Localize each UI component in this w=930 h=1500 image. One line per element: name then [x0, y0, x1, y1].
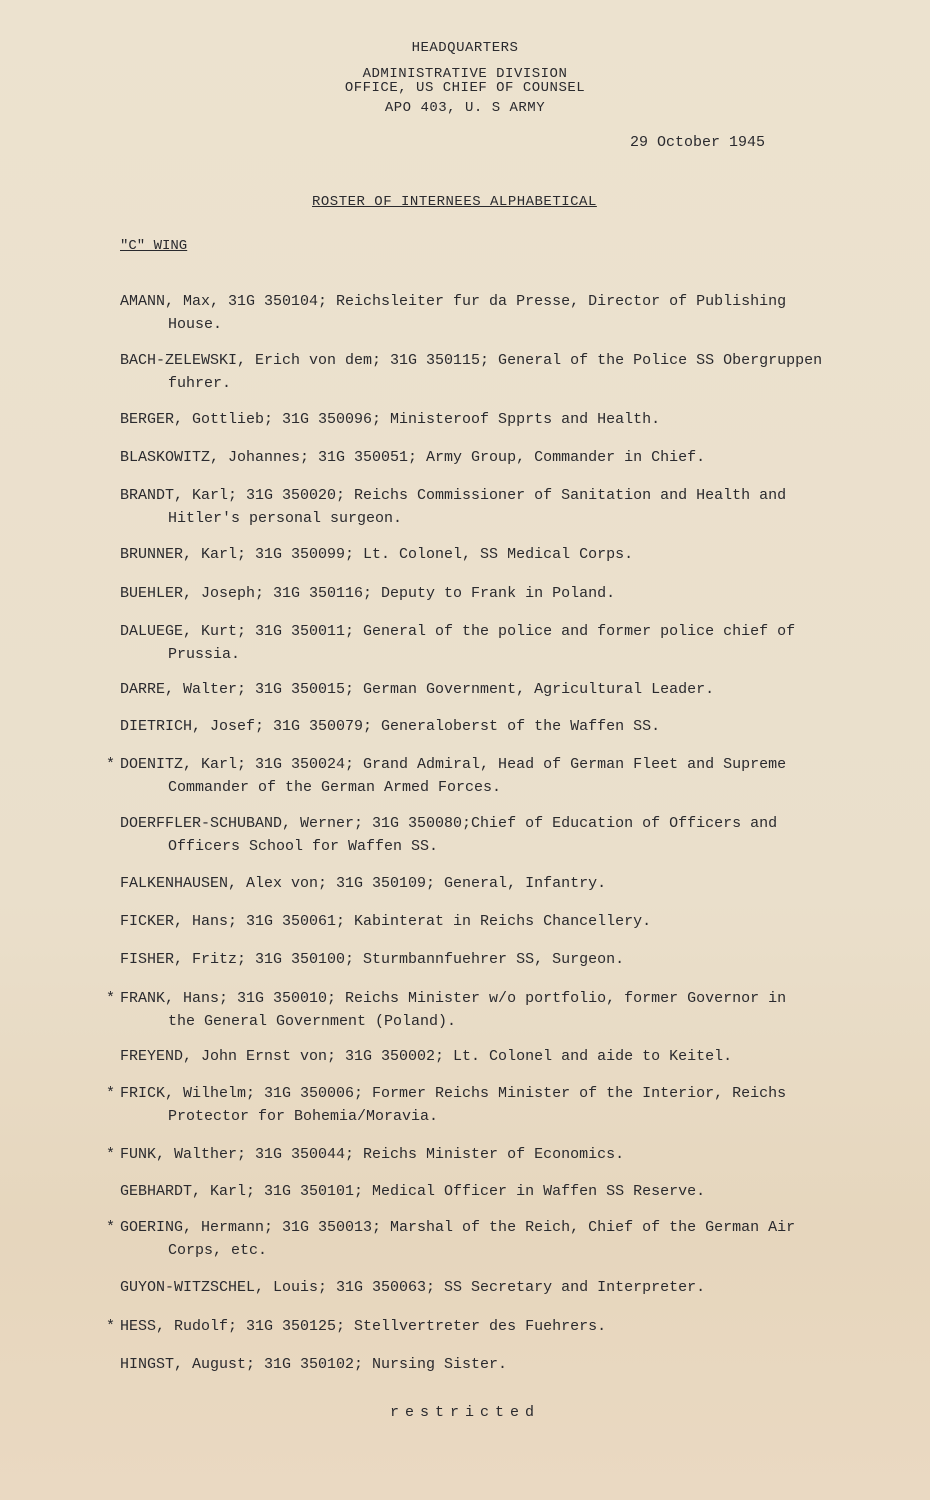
entry-line-1: GOERING, Hermann; 31G 350013; Marshal of the Reich, Chief of the German Air	[120, 1219, 796, 1236]
star-mark: *	[106, 1318, 116, 1335]
entry-line-1: BLASKOWITZ, Johannes; 31G 350051; Army Group, Commander in Chief.	[120, 449, 706, 466]
entry-line-2: fuhrer.	[168, 375, 232, 392]
roster-entry	[120, 408, 850, 431]
roster-entry	[106, 1143, 850, 1166]
entry-line-1: HINGST, August; 31G 350102; Nursing Sister.	[120, 1356, 508, 1373]
entry-line-1: FRICK, Wilhelm; 31G 350006; Former Reichs Minister of the Interior, Reichs	[120, 1085, 787, 1102]
header-line-2: ADMINISTRATIVE DIVISION	[362, 66, 568, 82]
roster-entry	[120, 1276, 850, 1299]
entry-line-1: GEBHARDT, Karl; 31G 350101; Medical Officer in Waffen SS Reserve.	[120, 1183, 706, 1200]
entry-line-2: Prussia.	[168, 646, 241, 663]
entry-line-1: DALUEGE, Kurt; 31G 350011; General of the police and former police chief of	[120, 623, 796, 640]
entry-line-1: FALKENHAUSEN, Alex von; 31G 350109; General, Infantry.	[120, 875, 607, 892]
roster-entry	[120, 1180, 850, 1203]
entry-line-1: BRUNNER, Karl; 31G 350099; Lt. Colonel, SS Medical Corps.	[120, 546, 634, 563]
star-mark: *	[106, 1219, 116, 1236]
star-mark: *	[106, 1085, 116, 1102]
roster-entry	[120, 620, 850, 666]
entry-line-1: BRANDT, Karl; 31G 350020; Reichs Commissioner of Sanitation and Health and	[120, 487, 787, 504]
roster-entry	[120, 349, 850, 395]
entry-line-2: Protector for Bohemia/Moravia.	[168, 1108, 439, 1125]
header-line-1: HEADQUARTERS	[411, 40, 519, 56]
entry-line-2: Corps, etc.	[168, 1242, 268, 1259]
roster-entry	[120, 1045, 850, 1068]
classification-footer: restricted	[389, 1404, 540, 1421]
roster-entry	[120, 1353, 850, 1376]
entry-line-1: BERGER, Gottlieb; 31G 350096; Ministeroof Spprts and Health.	[120, 411, 661, 428]
wing-label: "C" WING	[120, 238, 188, 254]
entry-line-2: Hitler's personal surgeon.	[168, 510, 403, 527]
entry-line-1: DOENITZ, Karl; 31G 350024; Grand Admiral, Head of German Fleet and Supreme	[120, 756, 787, 773]
roster-entry	[120, 715, 850, 738]
roster-entry	[120, 582, 850, 605]
roster-entry	[120, 948, 850, 971]
entry-line-1: DOERFFLER-SCHUBAND, Werner; 31G 350080;Chief of Education of Officers and	[120, 815, 778, 832]
roster-entry	[106, 1315, 850, 1338]
roster-entry	[106, 1082, 850, 1128]
entry-line-1: FRANK, Hans; 31G 350010; Reichs Minister w/o portfolio, former Governor in	[120, 990, 787, 1007]
entry-line-1: DARRE, Walter; 31G 350015; German Government, Agricultural Leader.	[120, 681, 715, 698]
entry-line-1: BUEHLER, Joseph; 31G 350116; Deputy to Frank in Poland.	[120, 585, 616, 602]
entry-line-1: FISHER, Fritz; 31G 350100; Sturmbannfuehrer SS, Surgeon.	[120, 951, 625, 968]
entry-line-1: BACH-ZELEWSKI, Erich von dem; 31G 350115; General of the Police SS Obergruppen	[120, 352, 823, 369]
roster-entry	[120, 678, 850, 701]
header-line-3: OFFICE, US CHIEF OF COUNSEL	[344, 80, 586, 96]
entry-line-1: HESS, Rudolf; 31G 350125; Stellvertreter des Fuehrers.	[120, 1318, 607, 1335]
entry-line-2: the General Government (Poland).	[168, 1013, 457, 1030]
roster-entry	[120, 543, 850, 566]
entry-line-1: FUNK, Walther; 31G 350044; Reichs Minister of Economics.	[120, 1146, 625, 1163]
entry-line-1: FREYEND, John Ernst von; 31G 350002; Lt. Colonel and aide to Keitel.	[120, 1048, 733, 1065]
entry-line-1: FICKER, Hans; 31G 350061; Kabinterat in Reichs Chancellery.	[120, 913, 652, 930]
entry-line-2: House.	[168, 316, 223, 333]
entry-line-2: Officers School for Waffen SS.	[168, 838, 439, 855]
document-title: ROSTER OF INTERNEES ALPHABETICAL	[312, 194, 597, 210]
star-mark: *	[106, 1146, 116, 1163]
header-line-4: APO 403, U. S ARMY	[384, 100, 546, 116]
entry-line-1: GUYON-WITZSCHEL, Louis; 31G 350063; SS Secretary and Interpreter.	[120, 1279, 706, 1296]
document-date: 29 October 1945	[630, 134, 766, 151]
entry-line-1: DIETRICH, Josef; 31G 350079; Generaloberst of the Waffen SS.	[120, 718, 661, 735]
roster-entry	[120, 446, 850, 469]
roster-entry	[120, 290, 850, 336]
roster-entry	[106, 1216, 850, 1262]
roster-entry	[120, 910, 850, 933]
entry-line-1: AMANN, Max, 31G 350104; Reichsleiter fur da Presse, Director of Publishing	[120, 293, 787, 310]
star-mark: *	[106, 990, 116, 1007]
roster-entry	[120, 484, 850, 530]
entry-line-2: Commander of the German Armed Forces.	[168, 779, 502, 796]
roster-entry	[120, 872, 850, 895]
roster-entry	[106, 753, 850, 799]
roster-entry	[120, 812, 850, 858]
roster-entry	[106, 987, 850, 1033]
star-mark: *	[106, 756, 116, 773]
